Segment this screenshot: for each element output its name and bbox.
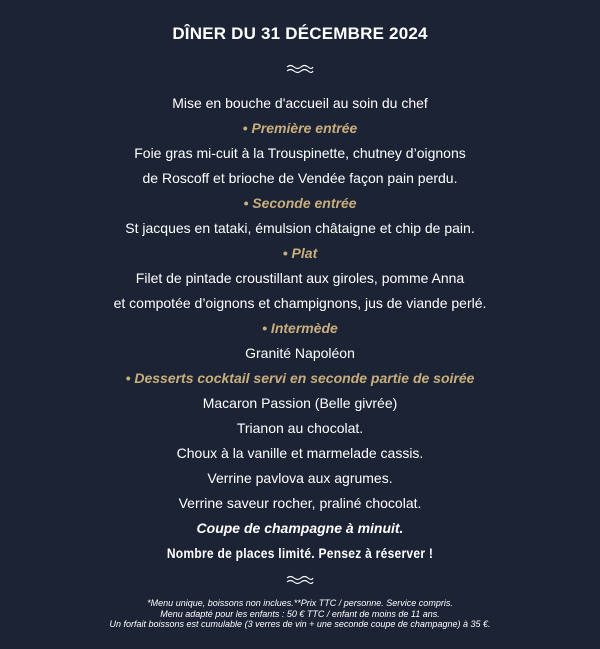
menu-line: St jacques en tataki, émulsion châtaigne et chip de pain.	[125, 220, 475, 236]
menu-line: Granité Napoléon	[245, 345, 355, 361]
section-heading: • Desserts cocktail servi en seconde partie de soirée	[125, 370, 475, 386]
wave-divider-icon	[286, 63, 314, 75]
footnote-line: Menu adapté pour les enfants : 50 € TTC / enfant de moins de 11 ans.	[160, 608, 440, 619]
menu-line: Filet de pintade croustillant aux giroles, pomme Anna	[135, 270, 465, 286]
menu-line: Mise en bouche d'accueil au soin du chef	[172, 95, 428, 111]
footnote-line: Un forfait boissons est cumulable (3 verres de vin + une seconde coupe de champagne) à 35 €.	[109, 619, 491, 629]
menu-line: Foie gras mi-cuit à la Trouspinette, chutney d’oignons	[134, 145, 466, 161]
menu-line: et compotée d’oignons et champignons, jus de viande perlé.	[113, 295, 487, 311]
section-heading: • Première entrée	[242, 120, 358, 136]
wave-divider-icon	[286, 574, 314, 586]
menu-line: Trianon au chocolat.	[236, 420, 364, 436]
footnotes	[0, 598, 600, 630]
menu-line: Choux à la vanille et marmelade cassis.	[176, 445, 424, 461]
menu-line: Verrine saveur rocher, praliné chocolat.	[178, 495, 422, 511]
champagne-line: Coupe de champagne à minuit.	[196, 520, 404, 536]
menu-lines	[0, 91, 600, 566]
menu-line: de Roscoff et brioche de Vendée façon pain perdu.	[142, 170, 458, 186]
section-heading: • Seconde entrée	[243, 195, 357, 211]
footnote-line: *Menu unique, boissons non inclues.**Prix TTC / personne. Service compris.	[147, 598, 453, 608]
section-heading: • Plat	[282, 245, 318, 261]
page-title: DÎNER DU 31 DÉCEMBRE 2024	[172, 24, 428, 43]
reservation-notice: Nombre de places limité. Pensez à réserver !	[166, 545, 434, 561]
menu-line: Verrine pavlova aux agrumes.	[207, 470, 393, 486]
menu-line: Macaron Passion (Belle givrée)	[202, 395, 398, 411]
section-heading: • Intermède	[262, 320, 338, 336]
